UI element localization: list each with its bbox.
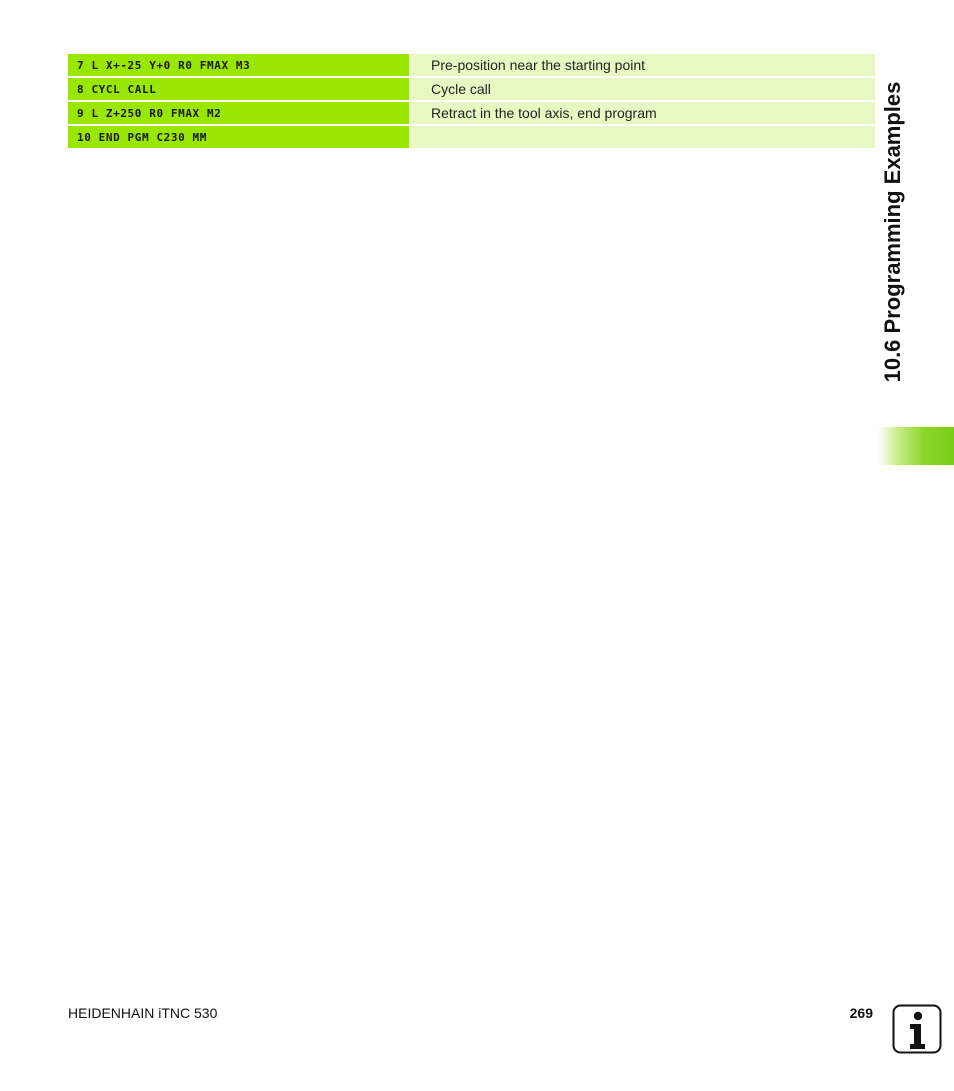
description-cell: Cycle call (409, 78, 875, 100)
nc-code-cell: 10 END PGM C230 MM (68, 126, 409, 148)
program-table (68, 54, 875, 150)
nc-code-cell: 9 L Z+250 R0 FMAX M2 (68, 102, 409, 124)
description-cell: Pre-position near the starting point (409, 54, 875, 76)
table-row (68, 54, 875, 76)
page-number: 269 (849, 1005, 873, 1021)
section-title-vertical: 10.6 Programming Examples (880, 81, 905, 383)
nc-code-cell: 8 CYCL CALL (68, 78, 409, 100)
description-cell (409, 126, 875, 148)
chapter-tab (878, 427, 954, 465)
info-icon (892, 1004, 942, 1054)
footer-product-name: HEIDENHAIN iTNC 530 (68, 1005, 218, 1021)
table-row (68, 126, 875, 148)
description-cell: Retract in the tool axis, end program (409, 102, 875, 124)
table-row (68, 78, 875, 100)
table-row (68, 102, 875, 124)
nc-code-cell: 7 L X+-25 Y+0 R0 FMAX M3 (68, 54, 409, 76)
